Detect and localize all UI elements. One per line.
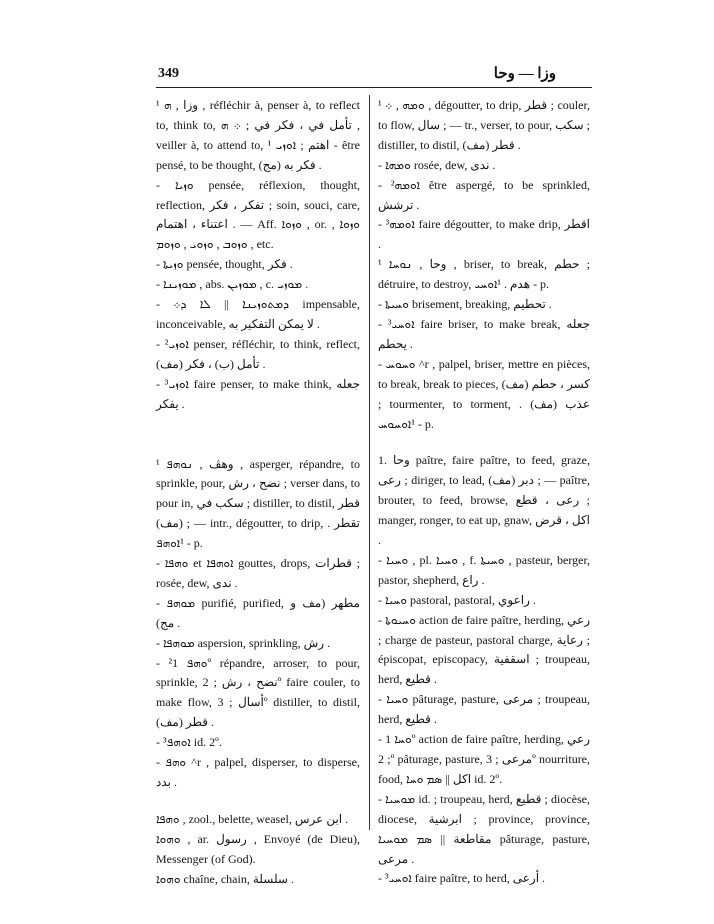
dictionary-entry: - ܘܚܝܐ pastoral, pastoral, راعوي . xyxy=(378,592,536,607)
dictionary-entry: ¹ وهڤ , ܢܘܗܦ , asperger, répandre, to sprinkle, pour, نضح ، رش ; verser dans, to pour in, سكب في ; distiller, to distil, قطر (مف) ; — intr., dégoutter, to drip, تقطر . ¹ܐܘܗܦ - p. xyxy=(156,456,361,551)
dictionary-entry: ¹ وحا , ܢܘܚܐ , briser, to break, حطم ; détruire, to destroy, هدم . ¹ܐܘܚܝ - p. xyxy=(378,257,591,292)
dictionary-entry: - ܡܘܗܦ purifié, purified, مطهر (مف و مج) . xyxy=(156,595,360,630)
dictionary-entry: 1. وحا paître, faire paître, to feed, graze, رعى ; diriger, to lead, دبر (مف) ; — paître, brouter, to feed, browse, رعى ، قطع ; manger, ronger, to eat up, gnaw, اكل ، قرض . xyxy=(378,453,591,548)
dictionary-entry: ܘܗܦܐ , zool., belette, weasel, ابن عرس . xyxy=(156,811,349,826)
dictionary-entry: - ܘܚܝܐ pâturage, pasture, مرعى ; troupeau, herd, قطيع . xyxy=(378,692,590,727)
dictionary-entry: ܘܗܘܐ chaîne, chain, سلسلة . xyxy=(156,871,294,886)
dictionary-entry: - ²ܐܘܡܗ être aspergé, to be sprinkled, ترشش . xyxy=(378,177,590,212)
page-number: 349 xyxy=(158,66,179,81)
dictionary-entry: - ³ܐܘܙܝ faire penser, to make think, جعله يفكر . xyxy=(156,376,360,411)
dictionary-entry: - ³ܐܘܚܝ faire paître, to herd, أرعى . xyxy=(378,871,546,886)
dictionary-entry: - ܘܙܝܬܐ pensée, thought, فكر . xyxy=(156,257,293,272)
dictionary-entry: - ܘܙܝܐ pensée, réflexion, thought, reflection, تفكر ، فكر ; soin, souci, care, اعتناء ، اهتمام . — Aff. ܘܙܘܐ , or. ܘܙܘܐ , ܘܙܘܒ , ܘܙܘܝ , ܘܙܘܡ , etc. xyxy=(156,177,361,252)
dictionary-entry: - ܘܚܝܘܬܐ action de faire paître, herding, رعي ; charge de pasteur, pastoral charge, رعاية ; épiscopat, episcopacy, اسقفية ; troupeau, herd, قطيع . xyxy=(378,612,590,687)
dictionary-entry: - ܘܗܦ ^r , palpel, disperser, to disperse, بدد . xyxy=(156,755,360,789)
dictionary-entry: ܘܗܘܐ , ar. رسول , Envoyé (de Dieu), Messenger (of God). xyxy=(156,831,360,866)
dictionary-entry: - ³ܐܘܗܦ id. 2º. xyxy=(156,735,222,750)
dictionary-entry: - ܘܚܝܬܐ brisement, breaking, تحطيم . xyxy=(378,297,552,312)
dictionary-entry: - ²ܘܗܦ 1º répandre, arroser, to pour, sprinkle, نضح ، رش ; 2º faire couler, to make flow, أسال ; 3º distiller, to distil, قطر (مف) . xyxy=(156,655,361,730)
dictionary-entry: - ܘܚܘܚ ^r , palpel, briser, mettre en pièces, to break, break to pieces, كسر ، حطم (مف) ; tourmenter, to torment, عذب (مف) . ¹ܐܘܚܘܚ - p. xyxy=(378,356,591,431)
right-column xyxy=(378,96,590,889)
left-column xyxy=(156,96,360,890)
dictionary-entry: - ܘܗܦܐ et ܐܘܗܦܐ gouttes, drops, قطرات ; rosée, dew, ندى . xyxy=(156,556,360,590)
header-rule xyxy=(156,87,592,88)
dictionary-entry: - ܕܡܬܘܙܝܢܐ || ܠܐ ܕ܀ impensable, inconceivable, لا يمكن التفكير به . xyxy=(156,297,361,331)
dictionary-entry: ¹ وزا , ܗ , réfléchir à, penser à, to reflect to, think to, تأمل في ، فكر في ; ܀ ܗ , veiller à, to attend to, اهتم ; ܐܘܙܝ ¹ - être pensé, to be thought, فكر به (مج) . xyxy=(156,98,361,172)
dictionary-entry: - ³ܐܘܡܗ faire dégoutter, to make drip, اقطر . xyxy=(378,217,591,252)
dictionary-entry: - ܘܡܗܐ rosée, dew, ندى . xyxy=(378,157,496,172)
dictionary-entry: - ܘܚܐ 1º action de faire paître, herding, رعي ; 2º pâturage, pasture, مرعى ; 3º nourriture, food, اكل || ܣܡ ܘܚܐ id. 2º. xyxy=(378,732,591,786)
dictionary-entry: - ܘܚܝܐ , pl. ܘܚܝܐ , f. ܘܚܝܬܐ , pasteur, berger, pastor, shepherd, راع . xyxy=(378,552,591,587)
running-head: وزا — وحا xyxy=(493,66,556,82)
dictionary-entry: - ܡܘܚܝܐ id. ; troupeau, herd, قطيع ; diocèse, diocese, ابرشية ; province, province, مقاطعة || ܣܡ ܡܘܚܝܐ pâturage, pasture, مرعى . xyxy=(378,791,590,866)
dictionary-entry: - ܡܘܗܦܐ aspersion, sprinkling, رش . xyxy=(156,635,331,650)
dictionary-entry: - ܡܘܙܝܢܐ , abs. ܡܘܙܝܢ , c. ܡܘܙܝ . xyxy=(156,277,309,292)
dictionary-entry: - ²ܐܘܙܝ penser, réfléchir, to think, reflect, تأمل (ب) ، فكر (مف) . xyxy=(156,336,360,371)
dictionary-entry: - ³ܐܘܚܝ faire briser, to make break, جعله يحطم . xyxy=(378,316,590,351)
column-divider xyxy=(369,95,370,830)
dictionary-entry: ¹ ܘܡܗ , ܀ , dégoutter, to drip, قطر ; couler, to flow, سال ; — tr., verser, to pour, سكب ; distiller, to distil, قطر (مف) . xyxy=(378,98,590,152)
